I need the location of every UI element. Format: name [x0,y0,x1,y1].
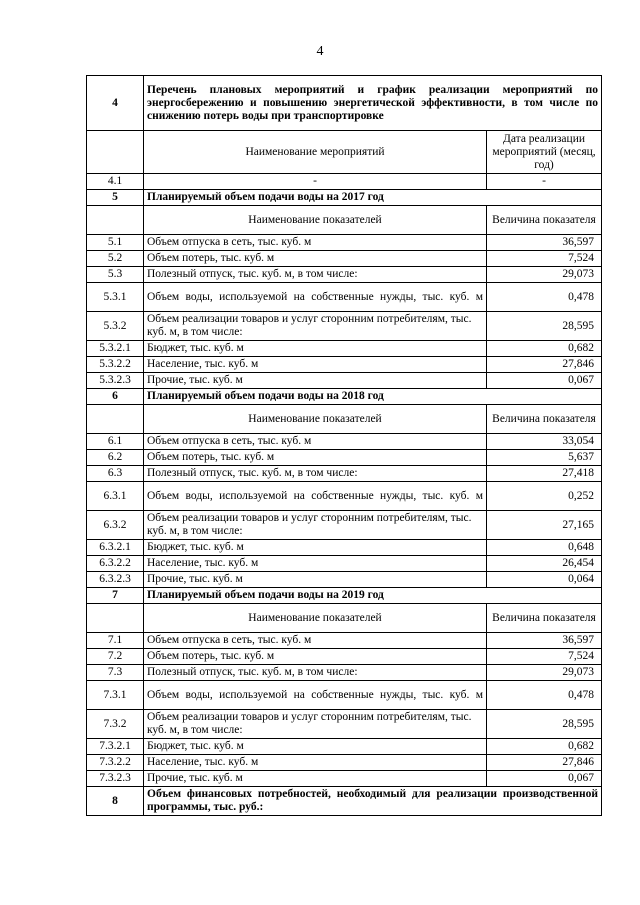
table-row [87,755,602,771]
column-header-value: Величина показателя [487,405,602,434]
row-value: 27,846 [487,357,602,373]
table-row [87,341,602,357]
row-value: 7,524 [487,251,602,267]
row-name: Полезный отпуск, тыс. куб. м, в том числе: [144,267,487,283]
table-row [87,251,602,267]
row-name: Объем потерь, тыс. куб. м [144,450,487,466]
empty-cell [87,206,144,235]
table-row [87,482,602,511]
section-header-row [87,190,602,206]
row-name: Прочие, тыс. куб. м [144,373,487,389]
row-number: 6.3.2.2 [87,556,144,572]
row-number: 5.3.2.2 [87,357,144,373]
row-name: - [144,174,487,190]
row-number: 6.2 [87,450,144,466]
row-number: 5.2 [87,251,144,267]
column-header-row [87,206,602,235]
row-number: 5.3.2.1 [87,341,144,357]
section-4-column-header-row [87,131,602,174]
table-row [87,174,602,190]
row-number: 5.3 [87,267,144,283]
row-value: 0,682 [487,341,602,357]
row-number: 5.3.2 [87,312,144,341]
row-number: 7.1 [87,633,144,649]
section-header-row [87,389,602,405]
row-name: Население, тыс. куб. м [144,556,487,572]
row-value: 26,454 [487,556,602,572]
row-number: 6.3 [87,466,144,482]
column-header-value: Величина показателя [487,206,602,235]
row-name: Объем отпуска в сеть, тыс. куб. м [144,633,487,649]
page-number: 4 [316,44,324,59]
row-number: 7.3 [87,665,144,681]
table-row [87,511,602,540]
table-row [87,434,602,450]
row-value: 27,165 [487,511,602,540]
row-number: 7.3.1 [87,681,144,710]
empty-cell [87,405,144,434]
row-number: 7.2 [87,649,144,665]
row-value: 0,478 [487,283,602,312]
row-value: 27,846 [487,755,602,771]
row-number: 7.3.2 [87,710,144,739]
column-header-row [87,405,602,434]
table-row [87,649,602,665]
row-value: 29,073 [487,665,602,681]
table-row [87,450,602,466]
column-header-name: Наименование мероприятий [144,131,487,174]
section-title: Планируемый объем подачи воды на 2017 год [144,190,602,206]
row-name: Бюджет, тыс. куб. м [144,540,487,556]
section-number: 5 [87,190,144,206]
column-header-name: Наименование показателей [144,206,487,235]
row-name: Объем воды, используемой на собственные нужды, тыс. куб. м [144,681,487,710]
row-name: Прочие, тыс. куб. м [144,771,487,787]
row-number: 7.3.2.3 [87,771,144,787]
row-number: 5.1 [87,235,144,251]
section-number: 6 [87,389,144,405]
column-header-date: Дата реализации мероприятий (месяц, год) [487,131,602,174]
row-name: Объем потерь, тыс. куб. м [144,649,487,665]
table-row [87,540,602,556]
table-row [87,466,602,482]
row-value: 28,595 [487,710,602,739]
section-number: 7 [87,588,144,604]
table-row [87,373,602,389]
table-row [87,771,602,787]
row-value: 0,682 [487,739,602,755]
row-value: 0,648 [487,540,602,556]
section-title: Планируемый объем подачи воды на 2019 год [144,588,602,604]
row-name: Объем отпуска в сеть, тыс. куб. м [144,434,487,450]
row-value: 0,478 [487,681,602,710]
table-row [87,267,602,283]
section-title: Объем финансовых потребностей, необходимый для реализации производственной программы, тыс. руб.: [144,787,602,816]
table-row [87,710,602,739]
column-header-name: Наименование показателей [144,405,487,434]
table-row [87,235,602,251]
row-number: 6.3.2.3 [87,572,144,588]
column-header-row [87,604,602,633]
table-row [87,572,602,588]
row-name: Объем реализации товаров и услуг сторонним потребителям, тыс. куб. м, в том числе: [144,312,487,341]
row-value: 27,418 [487,466,602,482]
row-value: 0,067 [487,373,602,389]
row-number: 7.3.2.2 [87,755,144,771]
row-value: 36,597 [487,633,602,649]
row-value: 5,637 [487,450,602,466]
row-number: 6.3.1 [87,482,144,511]
row-name: Население, тыс. куб. м [144,357,487,373]
row-value: 0,067 [487,771,602,787]
section-title: Планируемый объем подачи воды на 2018 год [144,389,602,405]
row-name: Объем потерь, тыс. куб. м [144,251,487,267]
row-name: Полезный отпуск, тыс. куб. м, в том числе: [144,665,487,681]
table-row [87,283,602,312]
row-number: 6.1 [87,434,144,450]
row-value: 7,524 [487,649,602,665]
section-8-header-row [87,787,602,816]
row-name: Объем реализации товаров и услуг сторонним потребителям, тыс. куб. м, в том числе: [144,511,487,540]
row-date: - [487,174,602,190]
row-value: 28,595 [487,312,602,341]
empty-cell [87,131,144,174]
row-number: 4.1 [87,174,144,190]
row-value: 33,054 [487,434,602,450]
row-name: Объем воды, используемой на собственные нужды, тыс. куб. м [144,283,487,312]
row-number: 7.3.2.1 [87,739,144,755]
row-name: Объем реализации товаров и услуг сторонним потребителям, тыс. куб. м, в том числе: [144,710,487,739]
table-row [87,633,602,649]
row-name: Население, тыс. куб. м [144,755,487,771]
row-number: 6.3.2 [87,511,144,540]
row-number: 6.3.2.1 [87,540,144,556]
row-name: Прочие, тыс. куб. м [144,572,487,588]
section-4-header-row [87,76,602,131]
row-value: 29,073 [487,267,602,283]
row-name: Объем отпуска в сеть, тыс. куб. м [144,235,487,251]
row-value: 0,064 [487,572,602,588]
row-value: 36,597 [487,235,602,251]
row-number: 5.3.2.3 [87,373,144,389]
row-name: Бюджет, тыс. куб. м [144,739,487,755]
table-row [87,312,602,341]
row-name: Объем воды, используемой на собственные нужды, тыс. куб. м [144,482,487,511]
program-table [86,75,602,816]
table-row [87,739,602,755]
table-row [87,556,602,572]
section-number: 8 [87,787,144,816]
row-value: 0,252 [487,482,602,511]
section-title: Перечень плановых мероприятий и график реализации мероприятий по энергосбережению и повышению энергетической эффективности, в том числе по снижению потерь воды при транспортировке [144,76,602,131]
section-header-row [87,588,602,604]
table-row [87,681,602,710]
empty-cell [87,604,144,633]
program-table-body [87,76,602,816]
table-row [87,665,602,681]
column-header-value: Величина показателя [487,604,602,633]
row-number: 5.3.1 [87,283,144,312]
row-name: Бюджет, тыс. куб. м [144,341,487,357]
table-row [87,357,602,373]
row-name: Полезный отпуск, тыс. куб. м, в том числе: [144,466,487,482]
section-number: 4 [87,76,144,131]
column-header-name: Наименование показателей [144,604,487,633]
